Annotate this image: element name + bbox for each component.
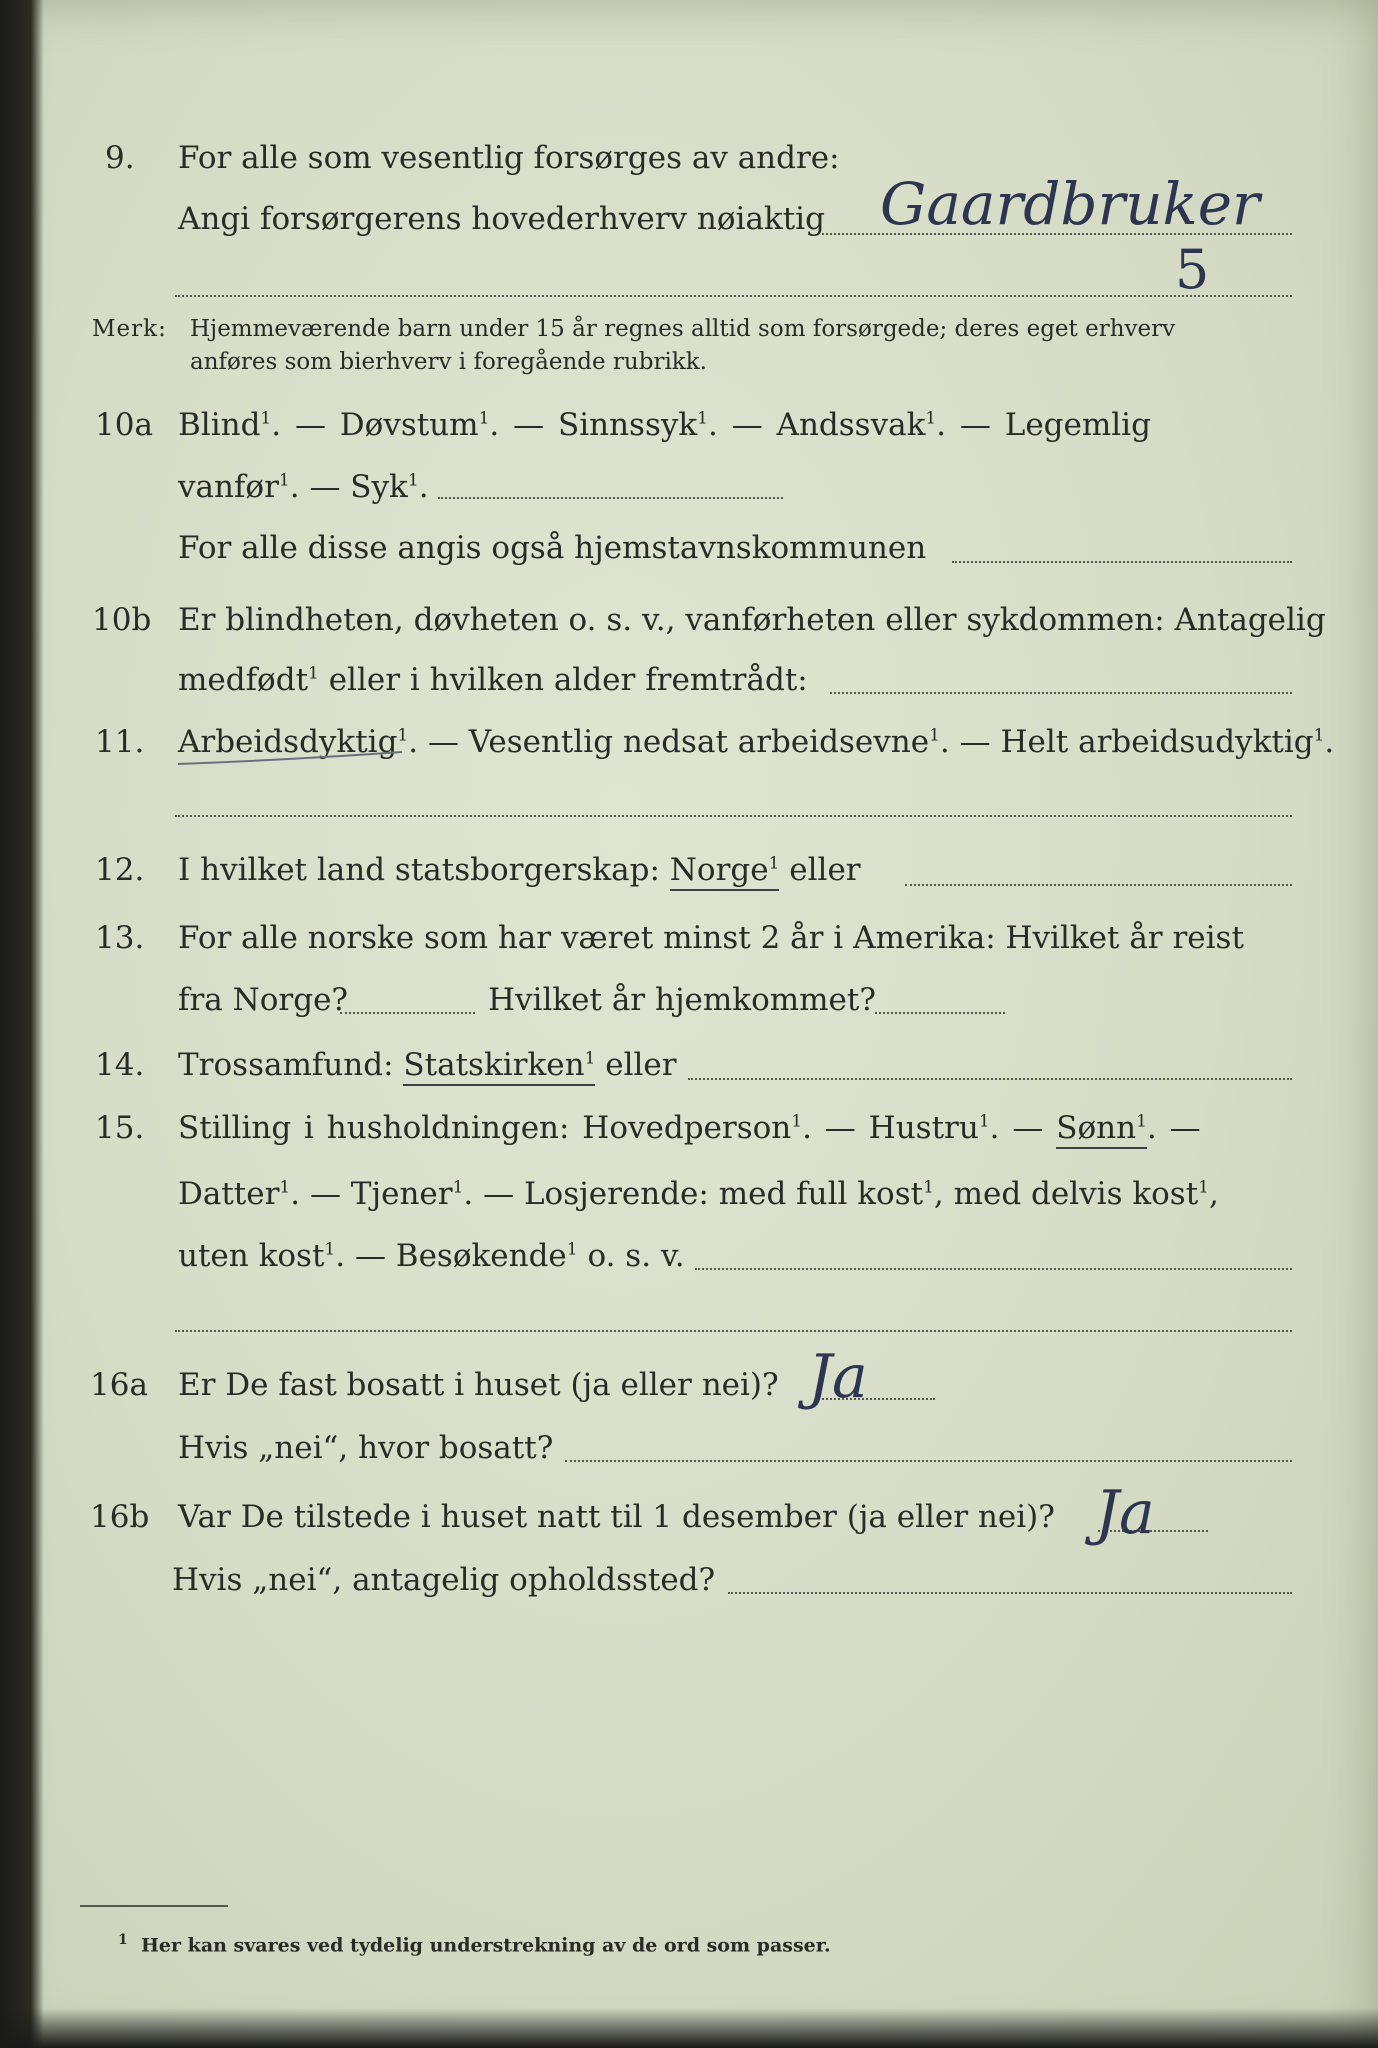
q9-line1: For alle som vesentlig forsørges av andre: [178, 140, 840, 176]
q10a-number: 10a [95, 407, 153, 443]
q15-number: 15. [95, 1110, 145, 1146]
q16b-number: 16b [90, 1499, 150, 1535]
q13-hjemkommet-field[interactable] [875, 1012, 1005, 1014]
q10b-line1: Er blindheten, døvheten o. s. v., vanførheten eller sykdommen: Antagelig [178, 602, 1326, 638]
q16a-handwritten-answer: Ja [808, 1342, 868, 1412]
q9-number: 9. [105, 140, 135, 176]
scan-edge-left [0, 0, 44, 2048]
q13-line2-b: Hvilket år hjemkommet? [488, 982, 876, 1018]
q15-line1: Stilling i husholdningen: Hovedperson$^1$. — Hustru$^1$. — Sønn$^1$. — [178, 1108, 1201, 1148]
q16b-line1: Var De tilstede i huset natt til 1 desember (ja eller nei)? [178, 1499, 1055, 1535]
footnote-separator [80, 1905, 228, 1907]
q15-sonn-option[interactable]: Sønn$^1$ [1056, 1110, 1147, 1149]
q13-line1: For alle norske som har været minst 2 år i Amerika: Hvilket år reist [178, 920, 1244, 956]
q15-stilling-field[interactable] [695, 1268, 1292, 1270]
q16b-opholdssted-field[interactable] [728, 1592, 1292, 1594]
q10b-number: 10b [92, 602, 152, 638]
footnote: $^1$ Her kan svares ved tydelig understrekning av de ord som passer. [118, 1932, 831, 1957]
q14-number: 14. [95, 1047, 145, 1083]
q14-trossamfund-field[interactable] [688, 1078, 1292, 1080]
q9-handwritten-answer: Gaardbruker [880, 170, 1260, 238]
q16b-handwritten-answer: Ja [1095, 1478, 1155, 1548]
q10b-alder-field[interactable] [830, 692, 1292, 694]
q10a-hjemstavn-field[interactable] [952, 561, 1292, 563]
q16a-number: 16a [90, 1367, 148, 1403]
merk-line1: Hjemmeværende barn under 15 år regnes alltid som forsørgede; deres eget erhverv [190, 316, 1176, 342]
q11-underline-stroke [176, 750, 406, 770]
q14-statskirken-option[interactable]: Statskirken$^1$ [403, 1047, 595, 1086]
q12-number: 12. [95, 852, 145, 888]
q9-line2: Angi forsørgerens hovederhverv nøiaktig [178, 201, 825, 237]
q11-arbeidsdyktig-option[interactable]: Arbeidsdyktig [178, 724, 398, 760]
q16b-line2: Hvis „nei“, antagelig opholdssted? [172, 1562, 716, 1598]
q14-line1: Trossamfund: Statskirken$^1$ eller [178, 1045, 677, 1085]
q13-reist-field[interactable] [340, 1012, 475, 1014]
q15-line3: uten kost$^1$. — Besøkende$^1$ o. s. v. [178, 1238, 685, 1274]
q9-extra-line[interactable] [175, 295, 1292, 297]
q10b-line2: medfødt$^1$ eller i hvilken alder fremtrådt: [178, 662, 808, 698]
merk-label: Merk: [92, 316, 167, 342]
q16a-bosatt-field[interactable] [565, 1460, 1292, 1462]
q11-extra-line[interactable] [175, 815, 1292, 817]
q12-line1: I hvilket land statsborgerskap: Norge$^1$ eller [178, 850, 861, 890]
merk-line2: anføres som bierhverv i foregående rubrikk. [190, 349, 707, 375]
q15-extra-line[interactable] [175, 1330, 1292, 1332]
q9-handwritten-mark: 5 [1175, 238, 1210, 301]
q16a-line1: Er De fast bosatt i huset (ja eller nei)? [178, 1367, 779, 1403]
q13-line2-a: fra Norge? [178, 982, 349, 1018]
q10a-line1: Blind$^1$. — Døvstum$^1$. — Sinnssyk$^1$. — Andssvak$^1$. — Legemlig [178, 407, 1151, 443]
q10a-line3: For alle disse angis også hjemstavnskommunen [178, 530, 927, 566]
q15-line2: Datter$^1$. — Tjener$^1$. — Losjerende: med full kost$^1$, med delvis kost$^1$, [178, 1176, 1219, 1212]
scan-edge-bottom [0, 2008, 1378, 2048]
q16a-line2: Hvis „nei“, hvor bosatt? [178, 1430, 554, 1466]
q13-number: 13. [95, 920, 145, 956]
q12-norge-option[interactable]: Norge$^1$ [670, 852, 780, 891]
q10a-syk-field[interactable] [438, 497, 783, 499]
q12-country-field[interactable] [905, 884, 1292, 886]
q11-number: 11. [95, 724, 145, 760]
q10a-line2: vanfør$^1$. — Syk$^1$. [178, 469, 429, 505]
q11-line1: Arbeidsdyktig$^1$. — Vesentlig nedsat arbeidsevne$^1$. — Helt arbeidsudyktig$^1$. [178, 724, 1335, 760]
